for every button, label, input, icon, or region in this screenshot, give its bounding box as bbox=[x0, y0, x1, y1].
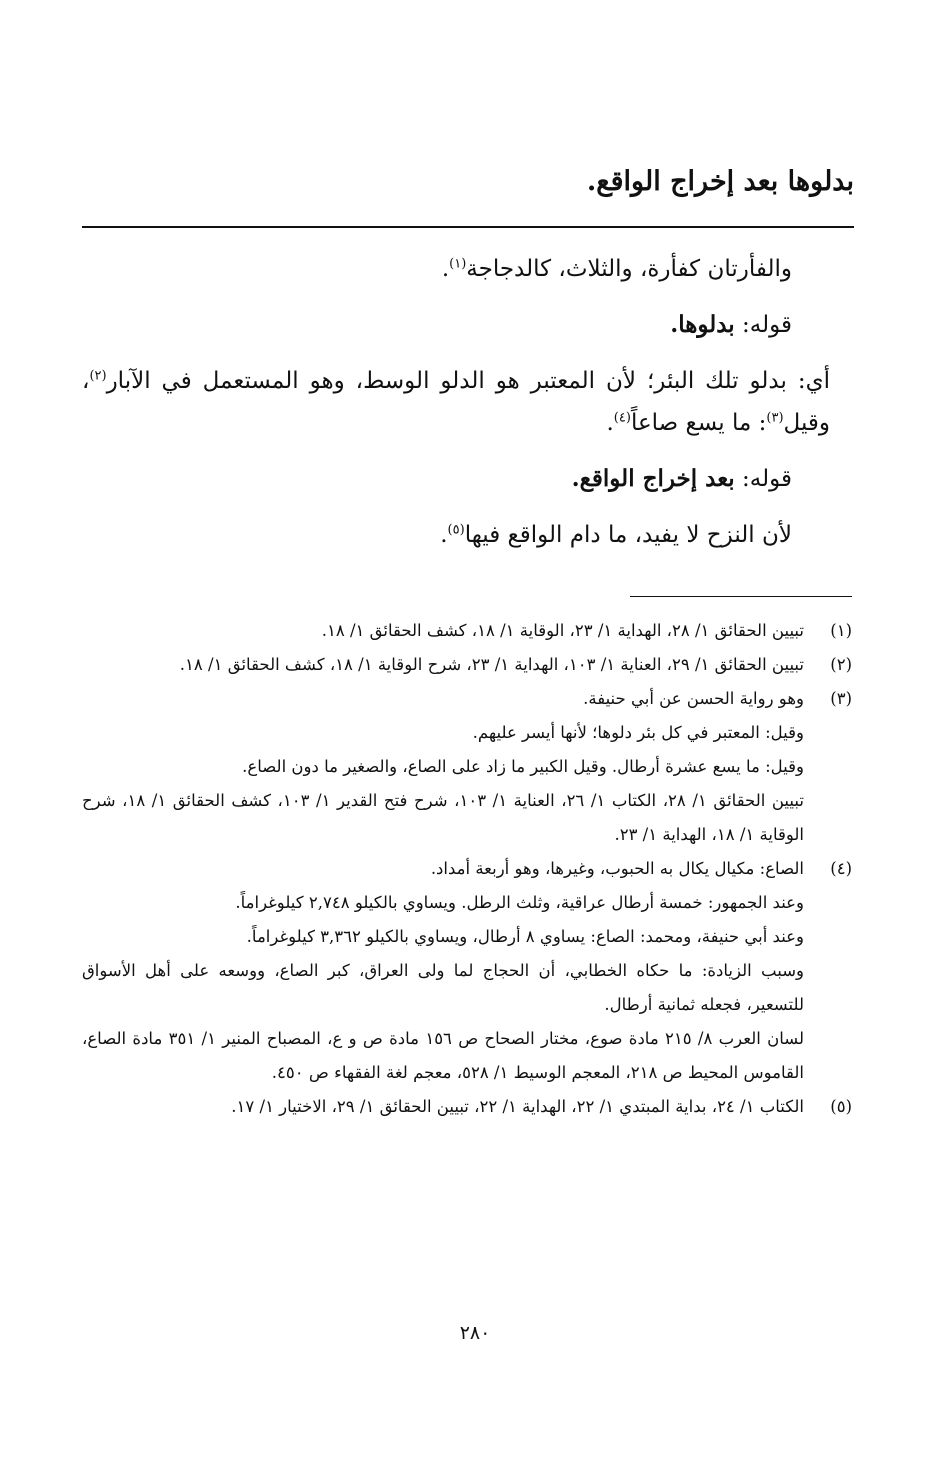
footnote-line: تبيين الحقائق ١/ ٢٩، العناية ١/ ١٠٣، الهداية ١/ ٢٣، شرح الوقاية ١/ ١٨، كشف الحقائق ١/ ١٨. bbox=[179, 655, 804, 674]
footnote-line: وقيل: ما يسع عشرة أرطال. وقيل الكبير ما زاد على الصاع، والصغير ما دون الصاع. bbox=[242, 757, 804, 776]
footnote-line: وقيل: المعتبر في كل بئر دلوها؛ لأنها أيسر عليهم. bbox=[472, 723, 804, 742]
paragraph-2-end: . bbox=[606, 410, 614, 436]
footnote-line: تبيين الحقائق ١/ ٢٨، الهداية ١/ ٢٣، الوقاية ١/ ١٨، كشف الحقائق ١/ ١٨. bbox=[321, 621, 804, 640]
footnote-line: تبيين الحقائق ١/ ٢٨، الكتاب ١/ ٢٦، العناية ١/ ١٠٣، شرح فتح القدير ١/ ١٠٣، كشف الحقائق ١/ ١٨، شرح الوقاية ١/ ١٨، الهداية ١/ ٢٣. bbox=[82, 791, 804, 844]
footnote-line: الكتاب ١/ ٢٤، بداية المبتدي ١/ ٢٢، الهداية ١/ ٢٢، تبيين الحقائق ١/ ٢٩، الاختيار ١/ ١٧. bbox=[231, 1097, 804, 1116]
footnote-line: وسبب الزيادة: ما حكاه الخطابي، أن الحجاج لما ولى العراق، كبر الصاع، ووسعه على أهل الأسواق للتسعير، فجعله ثمانية أرطال. bbox=[82, 961, 804, 1014]
quote-heading-2 bbox=[82, 458, 850, 500]
footnote-line: الصاع: مكيال يكال به الحبوب، وغيرها، وهو أربعة أمداد. bbox=[430, 859, 804, 878]
footnote-ref-2: (٢) bbox=[89, 368, 107, 384]
footnote-number: (٣) bbox=[830, 689, 852, 708]
paragraph-2-text-b: ، وقيل bbox=[82, 368, 830, 436]
quote-lead-1: قوله: bbox=[734, 312, 792, 338]
page-number: ٢٨٠ bbox=[459, 1322, 491, 1344]
footnote-divider bbox=[630, 596, 852, 597]
paragraph-1 bbox=[82, 248, 850, 290]
main-text bbox=[82, 248, 850, 570]
footnote-line: وعند أبي حنيفة، ومحمد: الصاع: يساوي ٨ أرطال، ويساوي بالكيلو ٣,٣٦٢ كيلوغراماً. bbox=[246, 927, 804, 946]
footnote-ref-4: (٤) bbox=[613, 410, 631, 426]
footnote-number: (٥) bbox=[830, 1097, 852, 1116]
paragraph-3-text: لأن النزح لا يفيد، ما دام الواقع فيها bbox=[464, 522, 792, 548]
footnotes-section bbox=[82, 614, 852, 1124]
footnote-3 bbox=[82, 682, 852, 852]
footnote-ref-5: (٥) bbox=[447, 522, 465, 538]
footnote-number: (١) bbox=[830, 621, 852, 640]
quote-lead-2: قوله: bbox=[734, 466, 792, 492]
footnote-ref-1: (١) bbox=[449, 256, 467, 272]
paragraph-3 bbox=[82, 514, 850, 556]
footnote-ref-3: (٣) bbox=[766, 410, 784, 426]
footnote-1 bbox=[82, 614, 852, 648]
paragraph-2-text-a: أي: بدلو تلك البئر؛ لأن المعتبر هو الدلو الوسط، وهو المستعمل في الآبار bbox=[106, 368, 830, 394]
footnote-5 bbox=[82, 1090, 852, 1124]
quote-term-1: بدلوها. bbox=[670, 311, 735, 338]
footnote-line: وعند الجمهور: خمسة أرطال عراقية، وثلث الرطل. ويساوي بالكيلو ٢,٧٤٨ كيلوغراماً. bbox=[235, 893, 804, 912]
quote-heading-1 bbox=[82, 304, 850, 346]
page-heading: بدلوها بعد إخراج الواقع. bbox=[586, 166, 854, 197]
footnote-number: (٢) bbox=[830, 655, 852, 674]
paragraph-2 bbox=[82, 360, 850, 444]
footnote-line: لسان العرب ٨/ ٢١٥ مادة صوع، مختار الصحاح ص ١٥٦ مادة ص و ع، المصباح المنير ١/ ٣٥١ مادة الصاع، القاموس المحيط ص ٢١٨، المعجم الوسيط ١/ ٥٢٨، معجم لغة الفقهاء ص ٤٥٠. bbox=[82, 1029, 805, 1082]
paragraph-1-text: والفأرتان كفأرة، والثلاث، كالدجاجة bbox=[466, 256, 792, 282]
paragraph-1-end: . bbox=[441, 256, 450, 282]
footnote-line: وهو رواية الحسن عن أبي حنيفة. bbox=[583, 689, 804, 708]
footnote-4 bbox=[82, 852, 852, 1090]
header-divider bbox=[82, 226, 854, 228]
quote-term-2: بعد إخراج الواقع. bbox=[571, 465, 735, 492]
paragraph-3-end: . bbox=[440, 522, 448, 548]
paragraph-2-text-c: : ما يسع صاعاً bbox=[630, 410, 767, 436]
footnote-2 bbox=[82, 648, 852, 682]
footnote-number: (٤) bbox=[830, 859, 852, 878]
